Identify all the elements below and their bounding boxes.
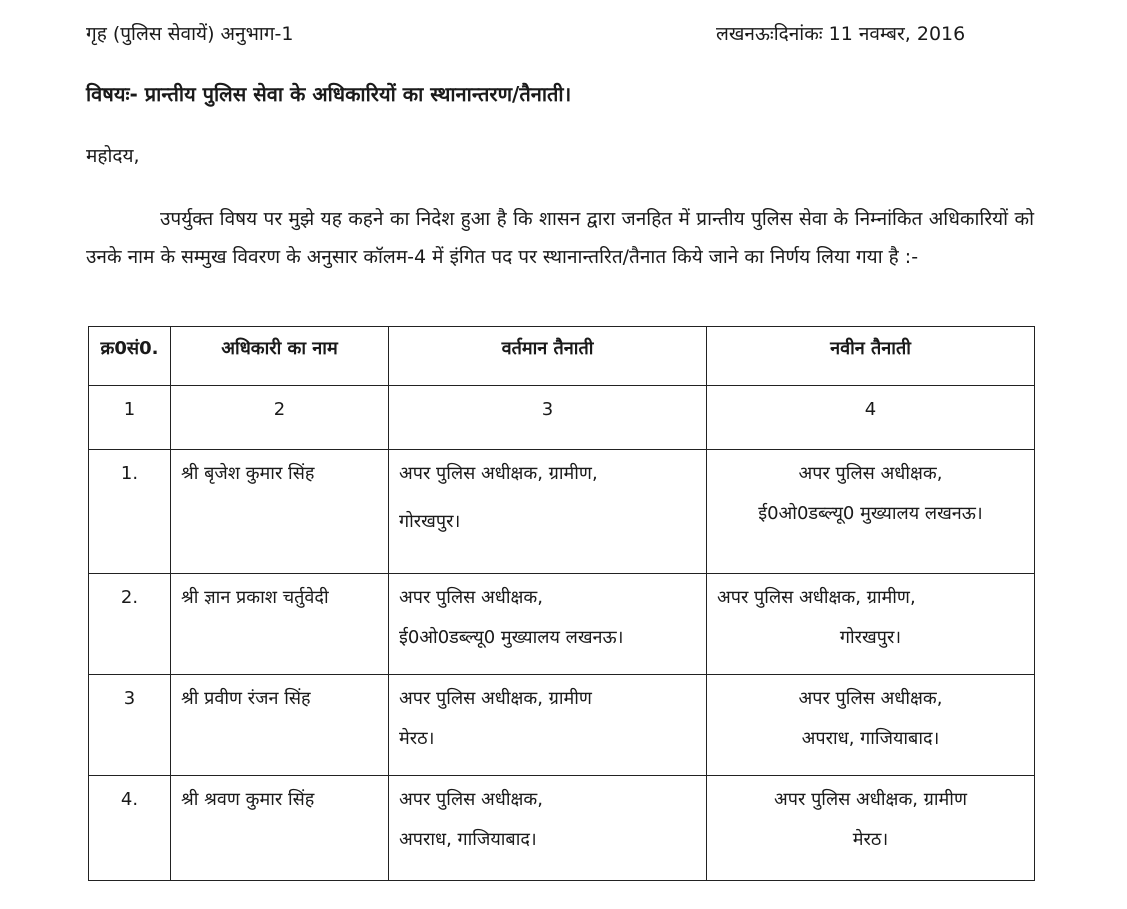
current-posting-cell bbox=[389, 675, 707, 776]
current-posting-cell bbox=[389, 574, 707, 675]
new-posting-line: अपर पुलिस अधीक्षक, bbox=[798, 688, 943, 709]
current-posting-line: अपराध, गाजियाबाद। bbox=[399, 829, 537, 850]
new-posting-line: अपराध, गाजियाबाद। bbox=[801, 728, 940, 749]
transfer-table bbox=[88, 326, 1035, 881]
department-heading: गृह (पुलिस सेवायें) अनुभाग-1 bbox=[86, 23, 294, 45]
column-number: 1 bbox=[89, 386, 171, 450]
officer-name-cell: श्री प्रवीण रंजन सिंह bbox=[171, 675, 389, 776]
new-posting-line: अपर पुलिस अधीक्षक, ग्रामीण, bbox=[717, 587, 916, 608]
current-posting-line: ई0ओ0डब्ल्यू0 मुख्यालय लखनऊ। bbox=[399, 627, 624, 648]
new-posting-cell bbox=[707, 574, 1035, 675]
column-number: 3 bbox=[389, 386, 707, 450]
current-posting-line: अपर पुलिस अधीक्षक, ग्रामीण, bbox=[399, 463, 598, 484]
header-current-posting: वर्तमान तैनाती bbox=[389, 327, 707, 386]
column-number-row bbox=[89, 386, 1035, 450]
current-posting-cell bbox=[389, 776, 707, 881]
table-row bbox=[89, 450, 1035, 574]
current-posting-line: अपर पुलिस अधीक्षक, bbox=[399, 587, 543, 608]
header-new-posting: नवीन तैनाती bbox=[707, 327, 1035, 386]
place-date-line: लखनऊःदिनांकः 11 नवम्बर, 2016 bbox=[716, 23, 966, 45]
serial-no-cell: 4. bbox=[89, 776, 171, 881]
current-posting-line: मेरठ। bbox=[399, 728, 435, 749]
new-posting-line: मेरठ। bbox=[852, 829, 889, 850]
serial-no-cell: 1. bbox=[89, 450, 171, 574]
header-officer-name: अधिकारी का नाम bbox=[171, 327, 389, 386]
table-row bbox=[89, 574, 1035, 675]
officer-name-cell: श्री श्रवण कुमार सिंह bbox=[171, 776, 389, 881]
current-posting-line: अपर पुलिस अधीक्षक, ग्रामीण bbox=[399, 688, 592, 709]
new-posting-line: गोरखपुर। bbox=[839, 627, 902, 648]
salutation: महोदय, bbox=[86, 145, 140, 167]
table-row bbox=[89, 675, 1035, 776]
current-posting-line: गोरखपुर। bbox=[399, 511, 461, 532]
subject-line: विषयः- प्रान्तीय पुलिस सेवा के अधिकारियों का स्थानान्तरण/तैनाती। bbox=[86, 82, 572, 106]
table-header-row bbox=[89, 327, 1035, 386]
new-posting-cell bbox=[707, 450, 1035, 574]
table-row bbox=[89, 776, 1035, 881]
serial-no-cell: 3 bbox=[89, 675, 171, 776]
officer-name-cell: श्री ज्ञान प्रकाश चर्तुवेदी bbox=[171, 574, 389, 675]
officer-name-cell: श्री बृजेश कुमार सिंह bbox=[171, 450, 389, 574]
new-posting-line: अपर पुलिस अधीक्षक, ग्रामीण bbox=[774, 789, 967, 810]
new-posting-line: ई0ओ0डब्ल्यू0 मुख्यालय लखनऊ। bbox=[758, 503, 983, 524]
new-posting-line: अपर पुलिस अधीक्षक, bbox=[798, 463, 943, 484]
body-paragraph: उपर्युक्त विषय पर मुझे यह कहने का निदेश हुआ है कि शासन द्वारा जनहित में प्रान्तीय पुलिस सेवा के निम्नांकित अधिकारियों को उनके नाम के सम्मुख विवरण के अनुसार कॉलम-4 में इंगित पद पर स्थानान्तरित/तैनात किये जाने का निर्णय लिया गया है :- bbox=[86, 208, 1034, 268]
current-posting-cell bbox=[389, 450, 707, 574]
current-posting-line: अपर पुलिस अधीक्षक, bbox=[399, 789, 543, 810]
new-posting-cell bbox=[707, 675, 1035, 776]
new-posting-cell bbox=[707, 776, 1035, 881]
column-number: 2 bbox=[171, 386, 389, 450]
serial-no-cell: 2. bbox=[89, 574, 171, 675]
header-serial-no: क्र0सं0. bbox=[89, 327, 171, 386]
column-number: 4 bbox=[707, 386, 1035, 450]
